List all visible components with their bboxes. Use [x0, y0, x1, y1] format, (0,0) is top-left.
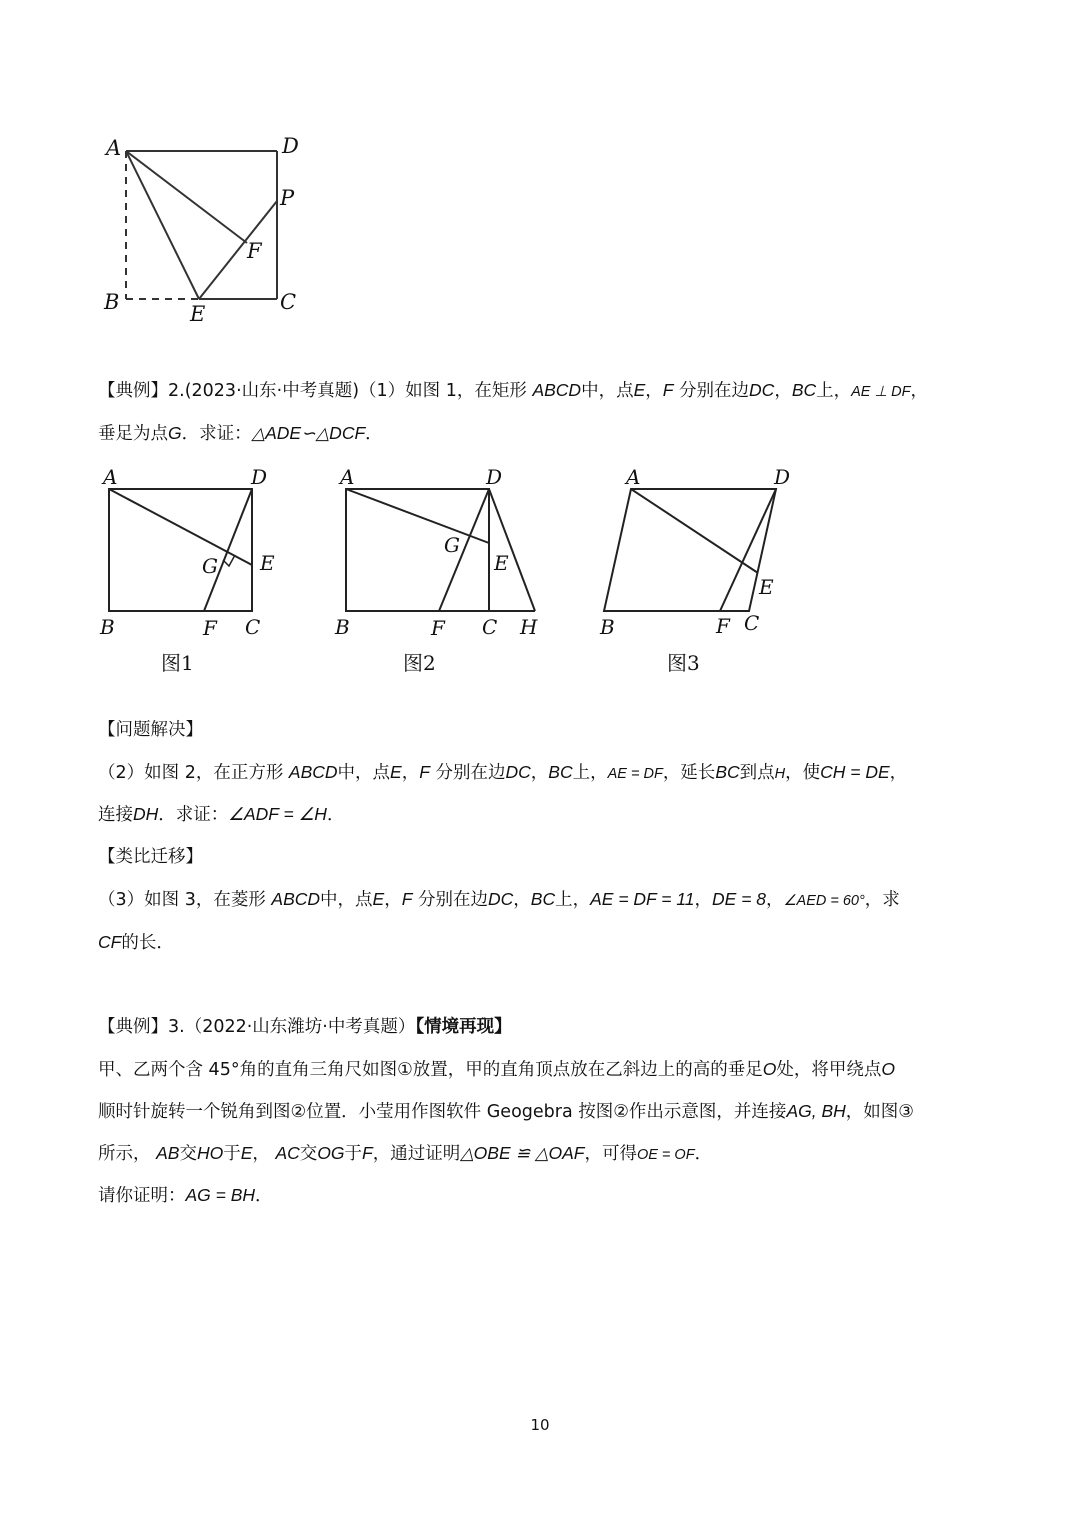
math: O	[881, 1059, 896, 1079]
text: 中，点	[337, 763, 391, 783]
text: ，求	[864, 890, 900, 910]
text: ．求证：	[181, 424, 252, 444]
text: ，	[513, 890, 531, 910]
fig1-label-G: G	[202, 554, 218, 578]
example3-line1	[98, 1015, 512, 1039]
text: ，延长	[662, 763, 716, 783]
example3-line4	[98, 1141, 712, 1167]
text: 交	[179, 1144, 197, 1164]
text: ，	[384, 890, 402, 910]
text: ，可得	[584, 1144, 637, 1164]
fig1-label-E: E	[260, 551, 275, 575]
math: DC	[749, 380, 775, 400]
math: BC	[715, 762, 740, 782]
text: ，	[252, 1144, 270, 1164]
text: 到点	[739, 763, 775, 783]
top-label-P: P	[280, 186, 295, 210]
fig2-label-C: C	[482, 615, 498, 639]
fig3-label-E: E	[759, 575, 774, 599]
fig1-label-F: F	[203, 616, 217, 640]
fig3-label-F: F	[716, 614, 730, 638]
fig2-label-H: H	[520, 615, 538, 639]
math: DC	[505, 762, 531, 782]
math: AE = DF = 11	[590, 889, 695, 909]
text: 请你证明：	[98, 1186, 186, 1206]
text: 分别在边	[679, 381, 750, 401]
text: ，	[401, 763, 420, 783]
math: O	[762, 1059, 777, 1079]
fig3-caption: 图3	[667, 651, 700, 675]
example-head: 【典例】2.	[98, 381, 185, 401]
fig2-label-B: B	[335, 615, 350, 639]
math: AG, BH	[786, 1101, 846, 1121]
math: ABCD	[271, 889, 321, 909]
text: ，	[530, 763, 549, 783]
text: （3）如图 3，在菱形	[98, 890, 266, 910]
text: ，	[694, 890, 713, 910]
math: OG	[317, 1143, 345, 1163]
math: CH = DE	[820, 762, 890, 782]
page-number: 10	[530, 1416, 550, 1434]
text: 垂足为点	[98, 424, 168, 444]
text: 上，	[816, 381, 852, 401]
text: ，如图③	[845, 1102, 914, 1122]
text: ，	[766, 890, 784, 910]
text: 上，	[572, 763, 608, 783]
text: 连接	[98, 805, 133, 825]
math: E	[240, 1143, 253, 1163]
text: ．	[694, 1144, 713, 1164]
text: ．求证：	[158, 805, 229, 825]
math: ∠ADF = ∠H	[228, 804, 327, 824]
text: 中，点	[581, 381, 634, 401]
fig2-label-E: E	[494, 551, 509, 575]
math: AC	[275, 1143, 300, 1163]
math: E	[390, 762, 402, 782]
math: ABCD	[532, 380, 582, 400]
top-label-C: C	[280, 290, 297, 314]
math: DC	[488, 889, 514, 909]
math: BC	[530, 889, 556, 909]
text: ，	[889, 763, 908, 783]
fig2-label-A: A	[340, 465, 355, 489]
text: 交	[299, 1144, 318, 1164]
text: （2）如图 2，在正方形	[98, 763, 284, 783]
math: △ADE∽△DCF	[251, 423, 366, 443]
top-label-A: A	[106, 136, 122, 160]
text: 上，	[555, 890, 591, 910]
example3-line5	[98, 1183, 273, 1208]
math: BC	[791, 380, 817, 400]
text: 于	[223, 1144, 241, 1164]
problem-heading: 【问题解决】	[98, 720, 203, 740]
text: 如图 1，在矩形	[405, 381, 527, 401]
analogy-heading: 【类比迁移】	[98, 847, 203, 867]
text: ．	[326, 805, 345, 825]
text: ，通过证明	[372, 1144, 461, 1164]
text: ，	[645, 381, 663, 401]
math: ABCD	[288, 762, 338, 782]
math: AE ⊥ DF	[851, 384, 911, 400]
fig1-label-A: A	[103, 465, 118, 489]
example2-line1: 【典例】2.(2023·山东·中考真题)（1）如图 1，在矩形 ABCD中，点E，F 分别在边DC，BC上，AE ⊥ DF，	[98, 380, 928, 401]
text: 甲、乙两个含 45°角的直角三角尺如图①放置，甲的直角顶点放在乙斜边上的高的垂足	[98, 1060, 763, 1080]
math: F	[662, 380, 674, 400]
math: OE = OF	[636, 1147, 695, 1163]
text: 的长．	[121, 933, 174, 953]
section-bold: 【情境再现】	[415, 1017, 512, 1037]
math: DE = 8	[712, 889, 767, 909]
part-num: （1）	[359, 381, 406, 401]
math: E	[372, 889, 385, 909]
top-label-F: F	[247, 239, 262, 263]
text: 所示，	[98, 1144, 151, 1164]
example2-line2	[98, 421, 383, 446]
fig2-caption: 图2	[403, 651, 436, 675]
math: HO	[196, 1143, 224, 1163]
text: 顺时针旋转一个锐角到图②位置．小莹用作图软件 Geogebra 按图②作出示意图，并连接	[98, 1102, 787, 1122]
fig3-label-C: C	[744, 611, 760, 635]
fig2-label-G: G	[444, 533, 460, 557]
text: 中，点	[320, 890, 373, 910]
fig1-label-B: B	[100, 615, 115, 639]
math: BC	[548, 762, 573, 782]
example3-line3	[98, 1099, 914, 1124]
top-label-B: B	[104, 290, 120, 314]
part2-line1	[98, 760, 907, 786]
math: G	[168, 423, 182, 443]
part3-line2	[98, 930, 174, 955]
part3-line1	[98, 887, 900, 913]
text: 分别在边	[418, 890, 489, 910]
fig3-label-B: B	[600, 615, 615, 639]
figure-2	[330, 462, 560, 642]
math: F	[401, 889, 413, 909]
text: ．	[365, 424, 383, 444]
example3-line2	[98, 1057, 895, 1082]
math: H	[774, 766, 786, 782]
text: ．	[255, 1186, 273, 1206]
math: AB	[156, 1143, 180, 1163]
math: F	[419, 762, 430, 782]
fig2-label-F: F	[431, 616, 445, 640]
text: ，使	[785, 763, 821, 783]
math: ∠AED = 60°	[783, 893, 865, 909]
figure-3	[590, 462, 810, 642]
example-head: 【典例】3.（2022·山东潍坊·中考真题）	[98, 1017, 416, 1037]
figure-1	[95, 462, 295, 642]
text: 处，将甲绕点	[776, 1060, 882, 1080]
text: ，	[774, 381, 792, 401]
text: 于	[344, 1144, 362, 1164]
math: AE = DF	[607, 766, 663, 782]
fig1-label-C: C	[245, 615, 261, 639]
text: ，	[910, 381, 928, 401]
math: DH	[133, 804, 159, 824]
top-label-E: E	[190, 302, 206, 326]
math: △OBE ≌ △OAF	[460, 1143, 585, 1163]
top-figure	[90, 125, 330, 330]
fig3-label-A: A	[626, 465, 641, 489]
fig2-label-D: D	[486, 465, 503, 489]
fig1-label-D: D	[251, 465, 268, 489]
math: F	[362, 1143, 373, 1163]
math: AG = BH	[185, 1185, 256, 1205]
source: 2023·山东·中考真题	[191, 381, 353, 401]
math: CF	[98, 932, 122, 952]
text: 分别在边	[435, 763, 506, 783]
top-label-D: D	[282, 134, 299, 158]
fig3-label-D: D	[774, 465, 791, 489]
math: E	[633, 380, 646, 400]
part2-line2	[98, 802, 344, 827]
fig1-caption: 图1	[161, 651, 194, 675]
